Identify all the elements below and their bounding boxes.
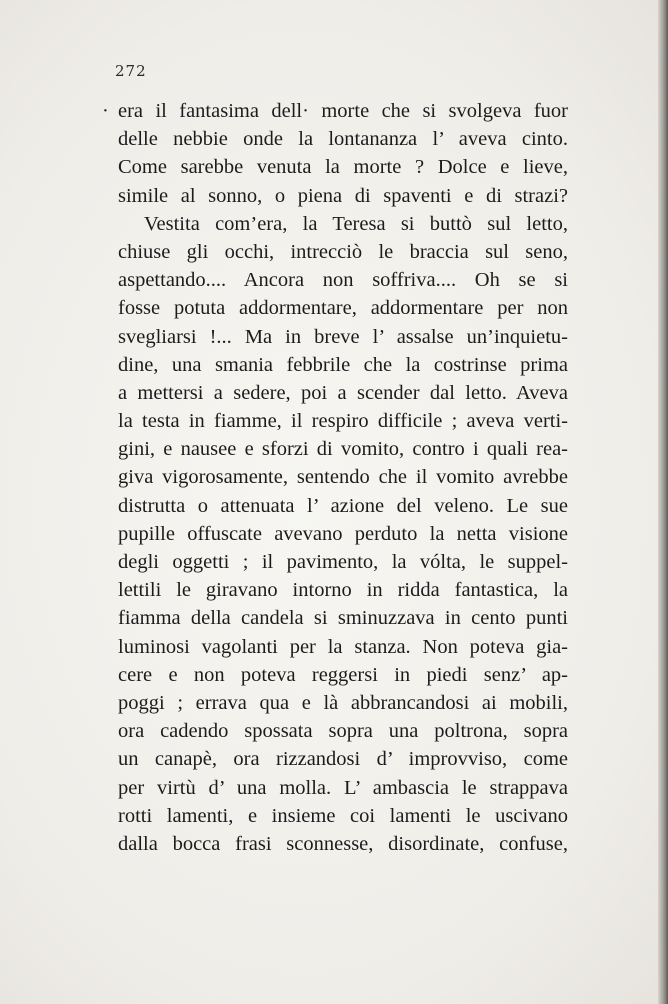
body-text [102,97,568,858]
text-line: gini, e nausee e sforzi di vomito, contro i quali rea- [118,438,568,461]
stray-mark: · [102,100,109,122]
text-line: dalla bocca frasi sconnesse, disordinate, confuse, [118,832,568,855]
text-line: poggi ; errava qua e là abbrancandosi ai mobili, [118,691,568,714]
text-line: distrutta o attenuata l’ azione del veleno. Le sue [118,494,568,517]
text-line: fosse potuta addormentare, addormentare per non [118,297,568,320]
text-line: a mettersi a sedere, poi a scender dal letto. Aveva [118,381,568,404]
text-line: giva vigorosamente, sentendo che il vomito avrebbe [118,466,568,489]
text-line: Come sarebbe venuta la morte ? Dolce e lieve, [118,156,568,179]
text-line: ora cadendo spossata sopra una poltrona, sopra [118,720,568,743]
text-line: aspettando.... Ancora non soffriva.... Oh se si [118,269,568,292]
text-line: lettili le giravano intorno in ridda fantastica, la [118,579,568,602]
text-line: simile al sonno, o piena di spaventi e di strazi? [118,184,568,207]
text-line: fiamma della candela si sminuzzava in cento punti [118,607,568,630]
text-line: la testa in fiamme, il respiro difficile ; aveva verti- [118,410,568,433]
text-line: chiuse gli occhi, intrecciò le braccia sul seno, [118,240,568,263]
text-line: cere e non poteva reggersi in piedi senz’ ap- [118,663,568,686]
page-edge-shadow [658,0,668,1004]
text-line: rotti lamenti, e insieme coi lamenti le uscivano [118,804,568,827]
text-line: degli oggetti ; il pavimento, la vólta, le suppel- [118,551,568,573]
text-line: dine, una smania febbrile che la costrinse prima [118,353,568,376]
page-number: 272 [115,62,147,80]
text-line: · era il fantasima dell· morte che si svolgeva fuor [118,97,568,125]
text-line: Vestita com’era, la Teresa si buttò sul letto, [144,212,568,235]
text-line: delle nebbie onde la lontananza l’ aveva cinto. [118,128,568,151]
text-line: per virtù d’ una molla. L’ ambascia le strappava [118,776,568,799]
text-line: un canapè, ora rizzandosi d’ improvviso, come [118,748,568,771]
text-line: pupille offuscate avevano perduto la netta visione [118,522,568,545]
text-line: svegliarsi !... Ma in breve l’ assalse un’inquietu- [118,325,568,348]
text-line: luminosi vagolanti per la stanza. Non poteva gia- [118,635,568,658]
